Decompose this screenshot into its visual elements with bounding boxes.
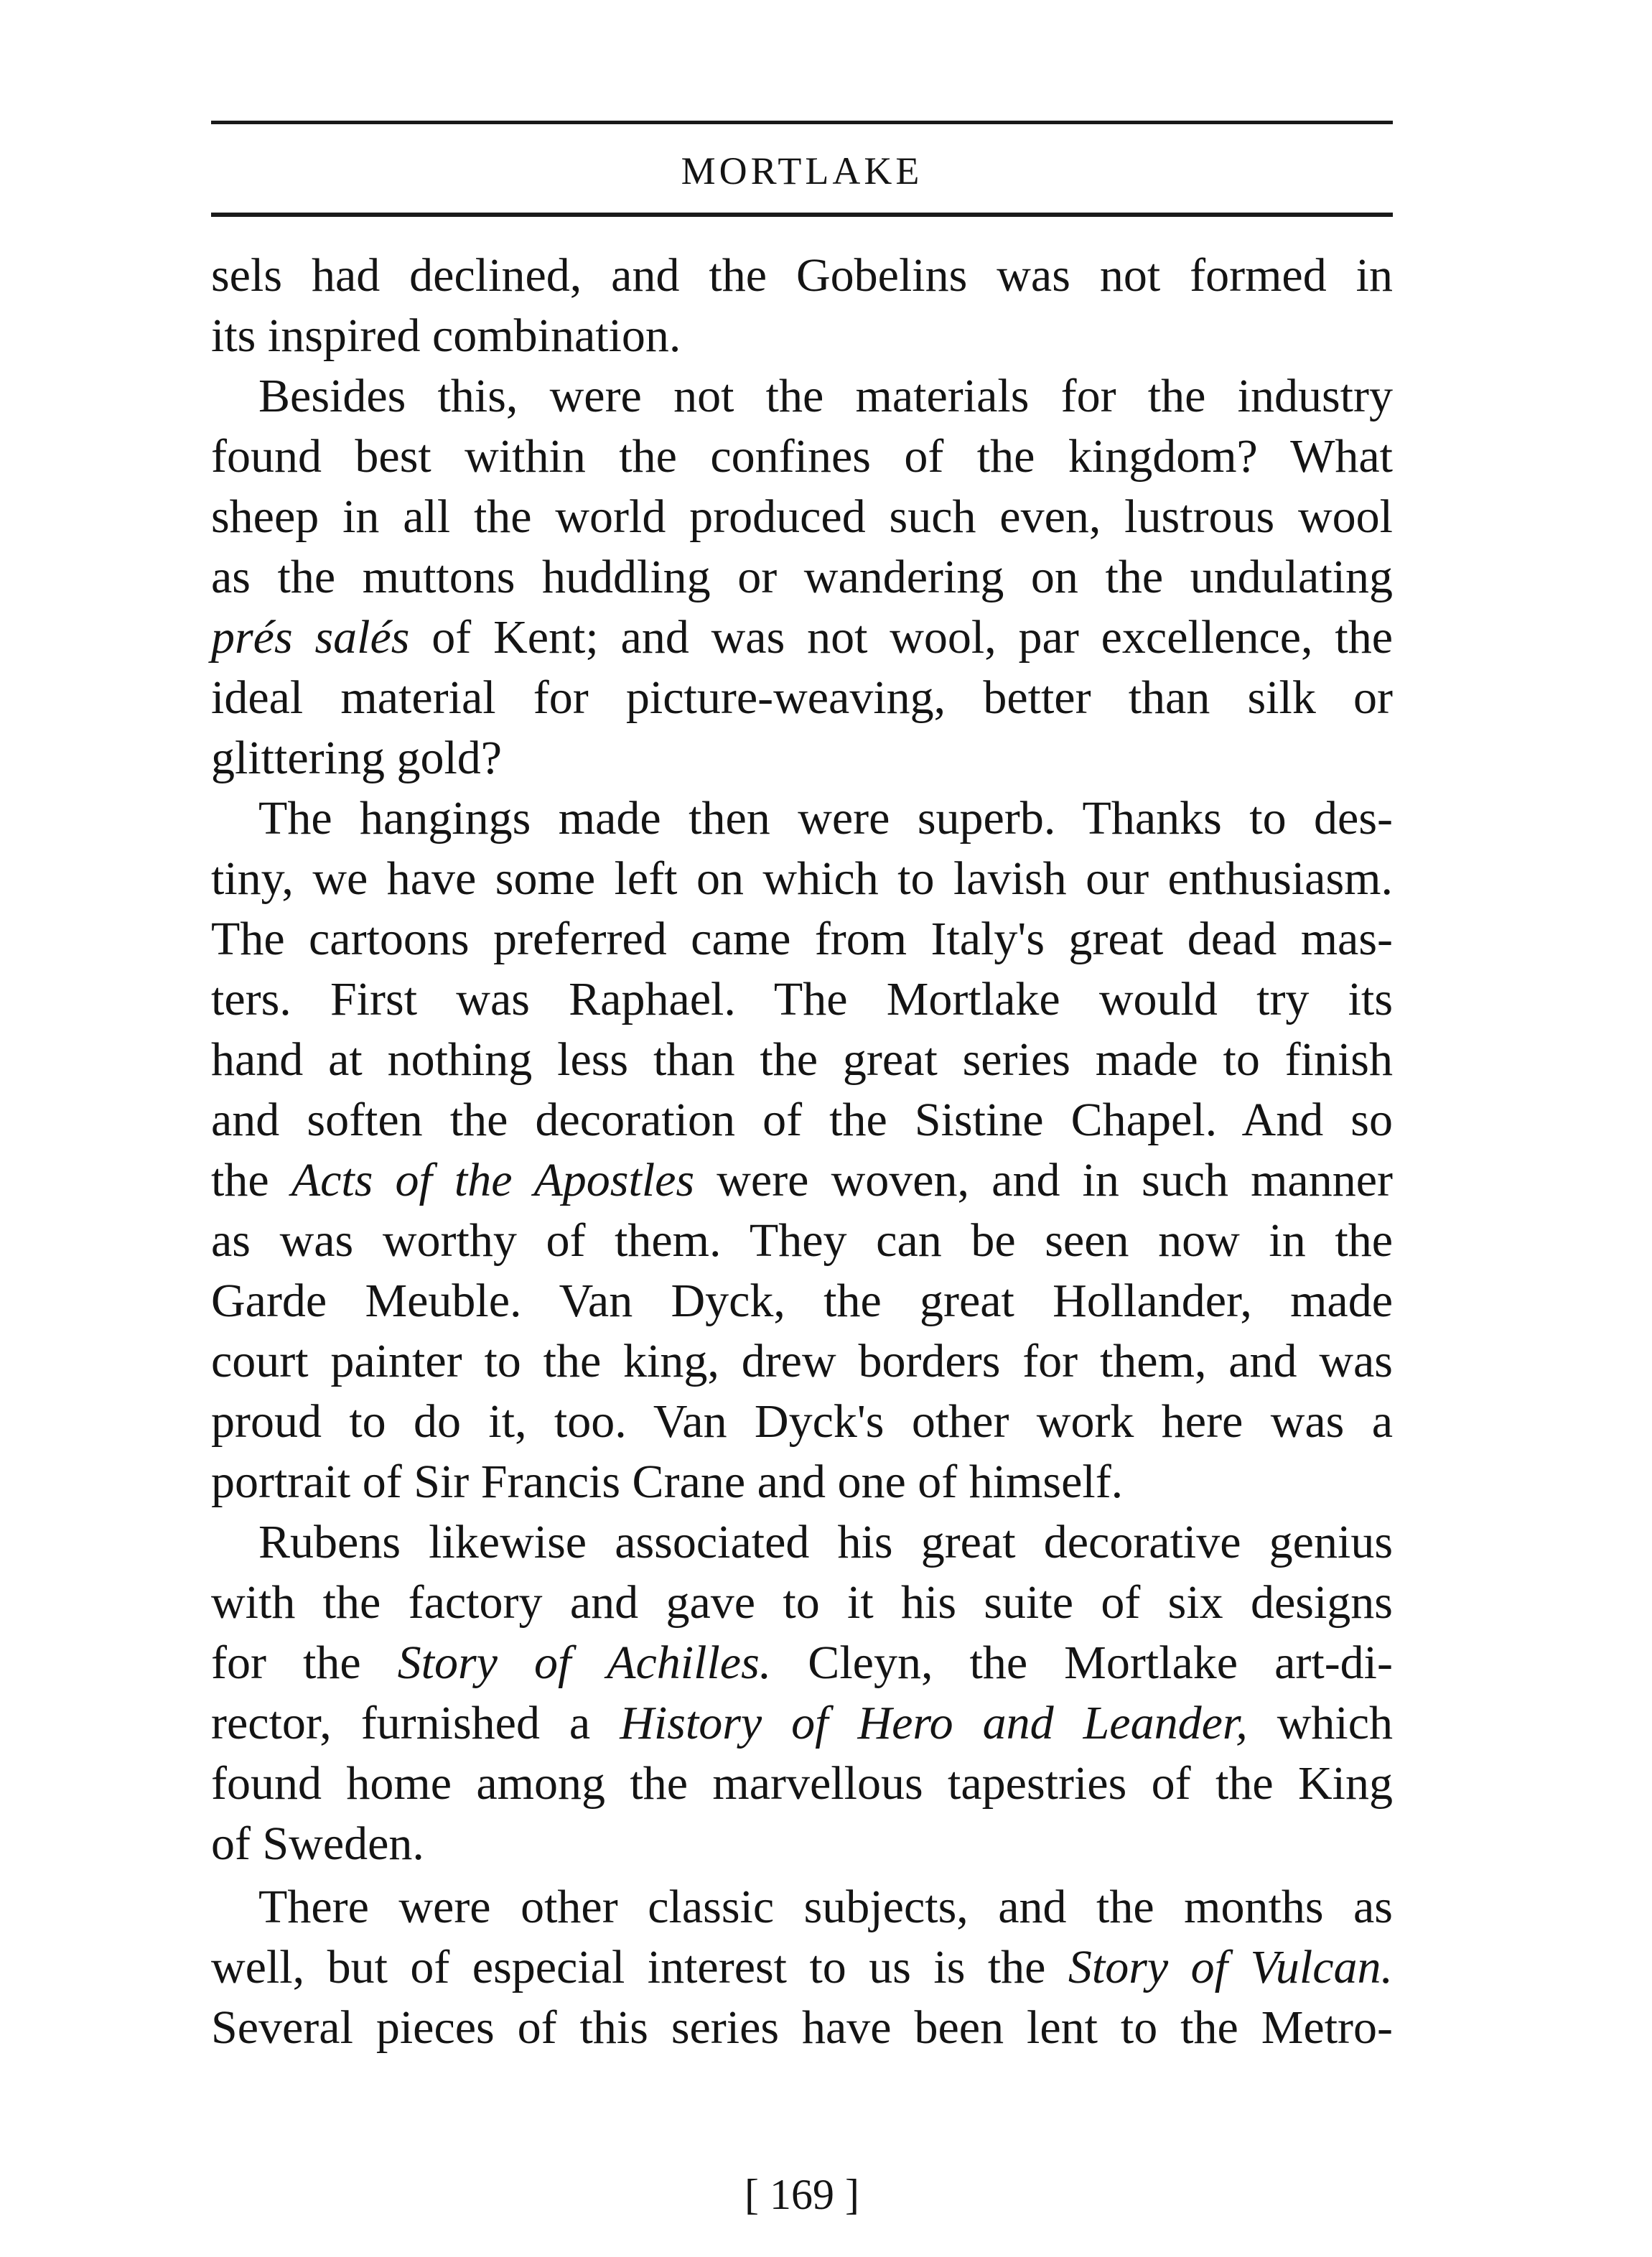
- paragraph-start: There were other classic subjects, and the months as: [258, 1881, 1393, 1933]
- text-line: glittering gold?: [211, 732, 503, 784]
- text-line: as the muttons huddling or wandering on the undulating: [211, 551, 1393, 603]
- italic-title: Story of Achilles.: [397, 1637, 772, 1689]
- text-line: portrait of Sir Francis Crane and one of himself.: [211, 1456, 1124, 1508]
- paragraph-start: Besides this, were not the materials for the industry: [258, 370, 1393, 422]
- running-head: MORTLAKE: [681, 149, 923, 192]
- text-line: its inspired combination.: [211, 310, 681, 362]
- header-rule-bottom: [211, 213, 1393, 217]
- text-line: ideal material for picture-weaving, better than silk or: [211, 671, 1393, 724]
- text-line: well, but of especial interest to us is the Story of Vulcan.: [211, 1941, 1393, 1993]
- text-line: prés salés of Kent; and was not wool, par excellence, the: [211, 611, 1393, 664]
- text-line: found home among the marvellous tapestries of the King: [211, 1757, 1393, 1810]
- text-line: court painter to the king, drew borders for them, and was: [211, 1335, 1393, 1387]
- text-line: the Acts of the Apostles were woven, and in such manner: [211, 1154, 1393, 1206]
- text-line: of Sweden.: [211, 1818, 424, 1870]
- text-line: sheep in all the world produced such even, lustrous wool: [211, 490, 1393, 543]
- text-line: Several pieces of this series have been lent to the Metro-: [211, 2001, 1393, 2054]
- text-line: as was worthy of them. They can be seen now in the: [211, 1214, 1393, 1267]
- paragraph-start: The hangings made then were superb. Thanks to des-: [258, 792, 1393, 844]
- text-line: ters. First was Raphael. The Mortlake would try its: [211, 973, 1393, 1025]
- text-line: proud to do it, too. Van Dyck's other work here was a: [211, 1395, 1393, 1448]
- text-line: and soften the decoration of the Sistine Chapel. And so: [211, 1094, 1393, 1146]
- text-line: rector, furnished a History of Hero and Leander, which: [211, 1697, 1394, 1749]
- header-rule-top: [211, 121, 1393, 124]
- text-line: hand at nothing less than the great series made to finish: [211, 1033, 1393, 1086]
- text-line: Garde Meuble. Van Dyck, the great Hollander, made: [211, 1275, 1393, 1327]
- page-number: [ 169 ]: [745, 2171, 859, 2218]
- paragraph-start: Rubens likewise associated his great decorative genius: [258, 1516, 1393, 1568]
- italic-title: Acts of the Apostles: [291, 1154, 695, 1206]
- text-line: found best within the confines of the kingdom? What: [211, 430, 1393, 483]
- italic-title: History of Hero and Leander,: [620, 1697, 1248, 1749]
- text-line: tiny, we have some left on which to lavish our enthusiasm.: [211, 852, 1393, 905]
- text-line: The cartoons preferred came from Italy's great dead mas-: [211, 913, 1393, 965]
- italic-phrase: prés salés: [211, 611, 410, 664]
- text-line: with the factory and gave to it his suite of six designs: [211, 1576, 1393, 1629]
- text-line: for the Story of Achilles. Cleyn, the Mortlake art-di-: [211, 1637, 1394, 1689]
- italic-title: Story of Vulcan.: [1068, 1941, 1393, 1993]
- text-line: sels had declined, and the Gobelins was not formed in: [211, 249, 1393, 302]
